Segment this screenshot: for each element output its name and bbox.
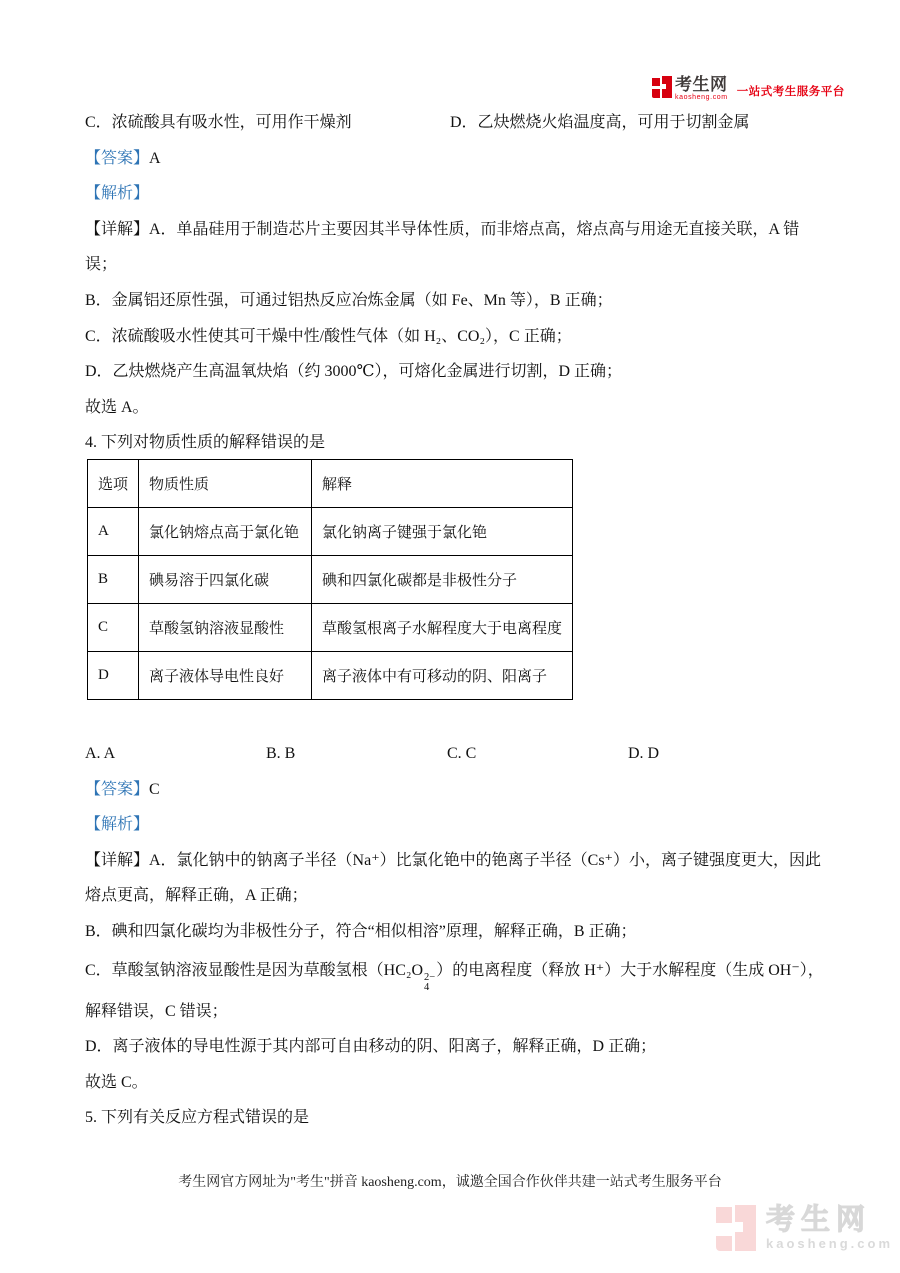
formula-superscript: 2− bbox=[424, 971, 436, 983]
table-cell-text: 碘和四氯化碳都是非极性分子 bbox=[322, 572, 518, 589]
kaosheng-logo-icon bbox=[652, 76, 672, 98]
table-cell bbox=[139, 459, 312, 507]
question4-option-c: C. C bbox=[447, 744, 477, 762]
table-cell-text: 草酸氢钠溶液显酸性 bbox=[149, 620, 285, 637]
question4-detail-b-text: B．碘和四氯化碳均为非极性分子，符合“相似相溶”原理，解释正确，B 正确； bbox=[85, 922, 637, 940]
site-logo bbox=[652, 76, 845, 102]
table-cell bbox=[312, 459, 573, 507]
table-cell bbox=[139, 651, 312, 699]
question3-detail-d bbox=[85, 354, 825, 390]
question4-conclusion-text: 故选 C。 bbox=[85, 1073, 148, 1091]
table-cell-text: 离子液体中有可移动的阴、阳离子 bbox=[322, 668, 548, 685]
table-row bbox=[88, 651, 573, 699]
question4-detail-d bbox=[85, 1029, 825, 1065]
table-cell bbox=[88, 507, 139, 555]
table-cell-text: 物质性质 bbox=[149, 476, 210, 493]
question4-detail-a-wrap-text: 熔点更高，解释正确，A 正确； bbox=[85, 887, 308, 905]
question3-analysis-label bbox=[85, 176, 825, 212]
question4-detail-c-wrap-text: 解释错误，C 错误； bbox=[85, 1002, 228, 1020]
formula-script-stack bbox=[424, 973, 435, 994]
logo-text-block bbox=[675, 76, 728, 102]
table-cell bbox=[139, 507, 312, 555]
question3-detail-a-wrap-text: 误； bbox=[85, 256, 118, 274]
question4-stem bbox=[85, 425, 825, 461]
question4-table bbox=[87, 459, 573, 700]
question4-answer bbox=[85, 772, 825, 808]
table-cell-text: D bbox=[98, 666, 109, 683]
table-cell-text: B bbox=[98, 570, 109, 587]
text-line bbox=[85, 736, 825, 772]
question3-answer bbox=[85, 141, 825, 177]
question4-detail-c bbox=[85, 950, 825, 994]
question4-detail-d-text: D．离子液体的导电性源于其内部可自由移动的阴、阳离子，解释正确，D 正确； bbox=[85, 1038, 657, 1056]
question3-option-c: C．浓硫酸具有吸水性，可用作干燥剂 bbox=[85, 114, 352, 131]
table-cell-text: 氯化钠离子键强于氯化铯 bbox=[322, 524, 488, 541]
question4-analysis-label-bracket-label: 【解析】 bbox=[85, 816, 150, 834]
question3-detail-d-text: D．乙炔燃烧产生高温氧炔焰（约 3000℃），可熔化金属进行切割，D 正确； bbox=[85, 363, 623, 381]
formula-subscript: 4 bbox=[424, 982, 430, 993]
question3-analysis-label-bracket-label: 【解析】 bbox=[85, 185, 150, 203]
question3-detail-b-text: B．金属铝还原性强，可通过铝热反应冶炼金属（如 Fe、Mn 等），B 正确； bbox=[85, 291, 613, 309]
question4-detail-c-wrap bbox=[85, 994, 825, 1030]
table-cell-text: 离子液体导电性良好 bbox=[149, 668, 285, 685]
table-header-row bbox=[88, 459, 573, 507]
question3-conclusion-text: 故选 A。 bbox=[85, 398, 149, 416]
table-cell bbox=[312, 651, 573, 699]
table-cell bbox=[88, 459, 139, 507]
question4-answer-bracket-label: 【答案】 bbox=[85, 780, 150, 798]
question3-option-d: D．乙炔燃烧火焰温度高，可用于切割金属 bbox=[450, 114, 750, 131]
question4-answer-value: C bbox=[149, 780, 160, 798]
logo-slogan-text: 一站式考生服务平台 bbox=[736, 86, 845, 98]
table-cell bbox=[312, 555, 573, 603]
text-line bbox=[85, 105, 825, 141]
watermark-domain-text: kaosheng.com bbox=[766, 1236, 894, 1251]
question4-detail-c-pre: C．草酸氢钠溶液显酸性是因为草酸氢根（HC₂O bbox=[85, 961, 424, 979]
page-footer-text: 考生网官方网址为"考生"拼音 kaosheng.com，诚邀全国合作伙伴共建一站式考生服务平台 bbox=[178, 1175, 722, 1190]
question4-option-a: A. A bbox=[85, 744, 116, 762]
question3-conclusion bbox=[85, 390, 825, 426]
question4-table-body bbox=[88, 459, 573, 699]
question4-detail-a bbox=[85, 843, 825, 879]
question3-answer-bracket-label: 【答案】 bbox=[85, 149, 150, 167]
logo-brand-text: 考生网 bbox=[675, 75, 728, 94]
watermark-text-block bbox=[766, 1205, 893, 1251]
table-cell-text: 草酸氢根离子水解程度大于电离程度 bbox=[322, 620, 563, 637]
table-cell-text: 碘易溶于四氯化碳 bbox=[149, 572, 270, 589]
table-row bbox=[88, 603, 573, 651]
table-cell bbox=[139, 603, 312, 651]
table-cell-text: A bbox=[98, 522, 109, 539]
table-cell bbox=[312, 507, 573, 555]
table-cell bbox=[88, 555, 139, 603]
table-cell-text: 解释 bbox=[322, 476, 353, 493]
table-cell bbox=[88, 603, 139, 651]
question5-stem-text: 5. 下列有关反应方程式错误的是 bbox=[85, 1109, 310, 1127]
question3-answer-value: A bbox=[149, 149, 161, 167]
question4-detail-c-post: ）的电离程度（释放 H⁺）大于水解程度（生成 OH⁻）， bbox=[436, 961, 824, 979]
question3-detail-a bbox=[85, 212, 825, 248]
question4-analysis-label bbox=[85, 807, 825, 843]
question4-detail-a-text: 【详解】A．氯化钠中的钠离子半径（Na⁺）比氯化铯中的铯离子半径（Cs⁺）小，离子键强度更大，因此 bbox=[85, 851, 822, 869]
question4-detail-a-wrap bbox=[85, 878, 825, 914]
table-row bbox=[88, 555, 573, 603]
question3-detail-c-text: C．浓硫酸吸水性使其可干燥中性/酸性气体（如 H₂、CO₂），C 正确； bbox=[85, 327, 572, 345]
document-content bbox=[85, 105, 825, 1136]
logo-domain-text: kaosheng.com bbox=[675, 94, 728, 101]
table-row bbox=[88, 507, 573, 555]
kaosheng-watermark bbox=[716, 1205, 893, 1251]
question4-stem-text: 4. 下列对物质性质的解释错误的是 bbox=[85, 434, 326, 452]
question4-conclusion bbox=[85, 1065, 825, 1101]
question4-option-b: B. B bbox=[266, 744, 296, 762]
question3-detail-a-wrap bbox=[85, 247, 825, 283]
table-cell-text: C bbox=[98, 618, 109, 635]
question5-stem bbox=[85, 1100, 825, 1136]
question3-detail-c bbox=[85, 319, 825, 355]
table-cell-text: 选项 bbox=[98, 476, 129, 493]
question3-detail-b bbox=[85, 283, 825, 319]
table-cell bbox=[139, 555, 312, 603]
question4-detail-b bbox=[85, 914, 825, 950]
table-cell-text: 氯化钠熔点高于氯化铯 bbox=[149, 524, 300, 541]
table-cell bbox=[88, 651, 139, 699]
kaosheng-watermark-icon bbox=[716, 1205, 756, 1251]
question4-option-d: D. D bbox=[628, 744, 660, 762]
question3-detail-a-text: 【详解】A．单晶硅用于制造芯片主要因其半导体性质，而非熔点高，熔点高与用途无直接关联，A 错 bbox=[85, 220, 800, 238]
watermark-brand-text: 考生网 bbox=[766, 1204, 872, 1236]
table-cell bbox=[312, 603, 573, 651]
